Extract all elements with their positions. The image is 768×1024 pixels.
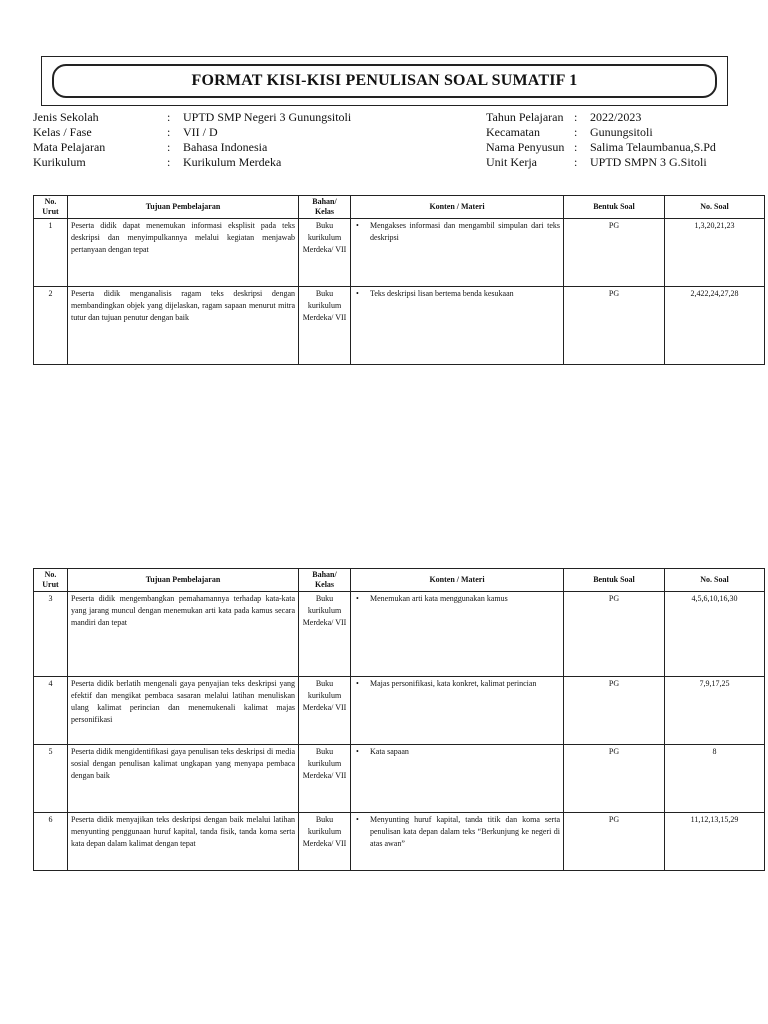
school-info-left [33, 110, 351, 170]
header-tujuan: Tujuan Pembelajaran [68, 196, 299, 219]
bullet-icon: • [356, 594, 359, 603]
cell-tujuan: Peserta didik menganalisis ragam teks deskripsi dengan membandingkan objek yang dijelaskan, ragam sapaan menurut mitra tutur dan tujuan penutur dengan baik [68, 287, 299, 365]
table-row [34, 219, 765, 287]
info-row: Unit Kerja : UPTD SMPN 3 G.Sitoli [486, 155, 707, 169]
kisi-table-1 [33, 195, 765, 365]
info-value: Bahasa Indonesia [183, 140, 268, 154]
cell-bentuk: PG [564, 745, 665, 813]
info-value: Salima Telaumbanua,S.Pd [590, 140, 716, 154]
table-row [34, 745, 765, 813]
cell-nosoal: 8 [665, 745, 765, 813]
cell-bahan: Buku kurikulum Merdeka/ VII [299, 219, 351, 287]
cell-no: 6 [34, 813, 68, 871]
cell-konten: • Majas personifikasi, kata konkret, kalimat perincian [351, 677, 564, 745]
header-no: No. Urut [34, 196, 68, 219]
cell-no: 5 [34, 745, 68, 813]
cell-konten: • Teks deskripsi lisan bertema benda kesukaan [351, 287, 564, 365]
header-nosoal: No. Soal [665, 569, 765, 592]
info-value: UPTD SMP Negeri 3 Gunungsitoli [183, 110, 352, 124]
info-row: Kelas / Fase : VII / D [33, 125, 218, 139]
cell-tujuan: Peserta didik mengidentifikasi gaya penulisan teks deskripsi di media sosial dengan penulisan kalimat ungkapan yang menyapa pembaca dengan baik [68, 745, 299, 813]
cell-nosoal: 11,12,13,15,29 [665, 813, 765, 871]
header-bentuk: Bentuk Soal [564, 569, 665, 592]
header-bahan: Bahan/ Kelas [299, 569, 351, 592]
cell-konten: • Kata sapaan [351, 745, 564, 813]
cell-bahan: Buku kurikulum Merdeka/ VII [299, 745, 351, 813]
cell-no: 1 [34, 219, 68, 287]
cell-tujuan: Peserta didik mengembangkan pemahamannya terhadap kata-kata yang jarang muncul dengan menemukan arti kata pada kamus secara mandiri dan tepat [68, 592, 299, 677]
bullet-icon: • [356, 747, 359, 756]
cell-nosoal: 7,9,17,25 [665, 677, 765, 745]
info-row: Tahun Pelajaran : 2022/2023 [486, 110, 642, 124]
cell-bentuk: PG [564, 677, 665, 745]
cell-tujuan: Peserta didik dapat menemukan informasi eksplisit pada teks deskripsi dan menyimpulkannya melalui kegiatan menjawab pertanyaan dengan tepat [68, 219, 299, 287]
document-title: FORMAT KISI-KISI PENULISAN SOAL SUMATIF 1 [52, 64, 717, 98]
cell-konten: • Menemukan arti kata menggunakan kamus [351, 592, 564, 677]
cell-konten: • Menyunting huruf kapital, tanda titik dan koma serta penulisan kata depan dalam teks “Berkunjung ke negeri di atas awan” [351, 813, 564, 871]
cell-bahan: Buku kurikulum Merdeka/ VII [299, 677, 351, 745]
cell-no: 2 [34, 287, 68, 365]
table-row [34, 287, 765, 365]
cell-bentuk: PG [564, 813, 665, 871]
cell-bahan: Buku kurikulum Merdeka/ VII [299, 287, 351, 365]
info-value: VII / D [183, 125, 218, 139]
header-nosoal: No. Soal [665, 196, 765, 219]
info-value: 2022/2023 [590, 110, 642, 124]
bullet-icon: • [356, 221, 359, 230]
cell-konten: • Mengakses informasi dan mengambil simpulan dari teks deskripsi [351, 219, 564, 287]
header-bentuk: Bentuk Soal [564, 196, 665, 219]
title-box [41, 56, 728, 106]
cell-tujuan: Peserta didik menyajikan teks deskripsi dengan baik melalui latihan menyunting penggunaan huruf kapital, tanda fisik, tanda koma serta kata depan dalam kalimat dengan tepat [68, 813, 299, 871]
cell-nosoal: 4,5,6,10,16,30 [665, 592, 765, 677]
cell-nosoal: 1,3,20,21,23 [665, 219, 765, 287]
cell-bahan: Buku kurikulum Merdeka/ VII [299, 813, 351, 871]
header-tujuan: Tujuan Pembelajaran [68, 569, 299, 592]
table-row [34, 677, 765, 745]
school-info-right [486, 110, 716, 170]
header-no: No. Urut [34, 569, 68, 592]
cell-nosoal: 2,422,24,27,28 [665, 287, 765, 365]
cell-bahan: Buku kurikulum Merdeka/ VII [299, 592, 351, 677]
info-value: Gunungsitoli [590, 125, 653, 139]
info-value: Kurikulum Merdeka [183, 155, 282, 169]
cell-bentuk: PG [564, 219, 665, 287]
header-konten: Konten / Materi [351, 569, 564, 592]
cell-no: 4 [34, 677, 68, 745]
cell-bentuk: PG [564, 592, 665, 677]
table-row [34, 592, 765, 677]
cell-tujuan: Peserta didik berlatih mengenali gaya penyajian teks deskripsi yang efektif dan mengikat pembaca sasaran melalui latihan menuliskan ulang kalimat perincian dan menemukenali kalimat majas personifikasi [68, 677, 299, 745]
info-value: UPTD SMPN 3 G.Sitoli [590, 155, 707, 169]
bullet-icon: • [356, 679, 359, 688]
bullet-icon: • [356, 289, 359, 298]
table-header-row [34, 196, 765, 219]
cell-bentuk: PG [564, 287, 665, 365]
info-row: Kecamatan : Gunungsitoli [486, 125, 653, 139]
info-row: Kurikulum : Kurikulum Merdeka [33, 155, 282, 169]
bullet-icon: • [356, 815, 359, 824]
table-row [34, 813, 765, 871]
info-row: Jenis Sekolah : UPTD SMP Negeri 3 Gunungsitoli [33, 110, 352, 124]
cell-no: 3 [34, 592, 68, 677]
header-konten: Konten / Materi [351, 196, 564, 219]
info-row: Nama Penyusun : Salima Telaumbanua,S.Pd [486, 140, 716, 154]
info-row: Mata Pelajaran : Bahasa Indonesia [33, 140, 268, 154]
table-header-row [34, 569, 765, 592]
kisi-table-2 [33, 568, 765, 871]
header-bahan: Bahan/ Kelas [299, 196, 351, 219]
